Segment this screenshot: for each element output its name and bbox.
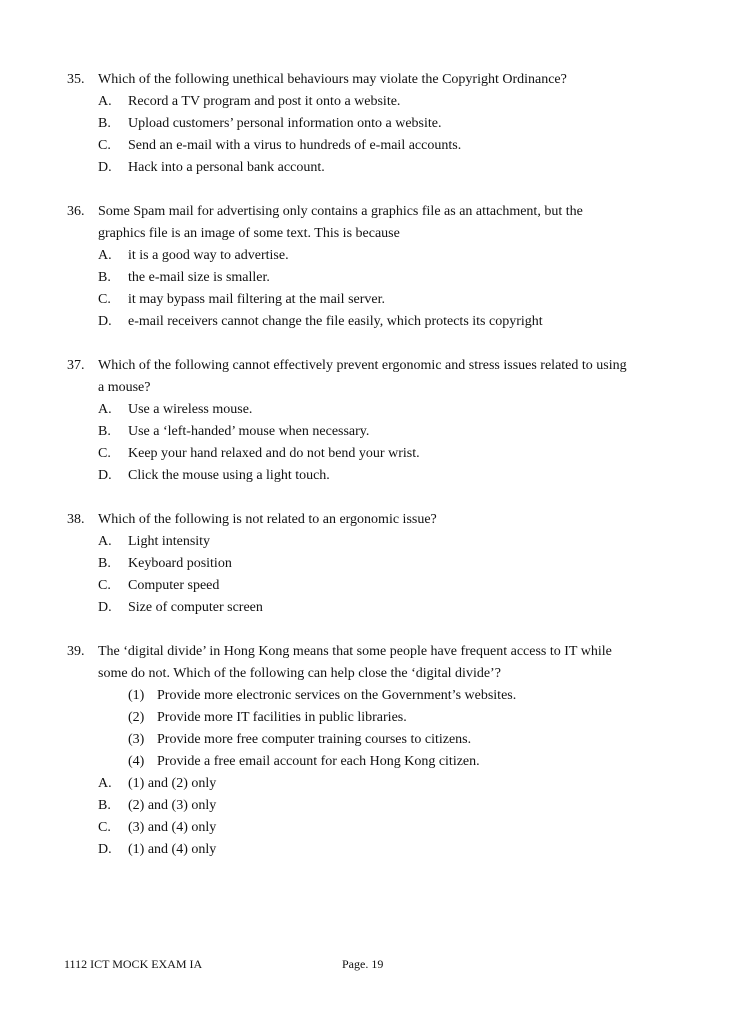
option-text: Light intensity <box>128 534 211 549</box>
question-number: 38. <box>67 512 85 527</box>
answer-option <box>67 597 687 619</box>
option-text: it may bypass mail filtering at the mail server. <box>128 292 385 307</box>
option-text: Size of computer screen <box>128 600 263 615</box>
answer-option <box>67 443 687 465</box>
option-text: (2) and (3) only <box>128 798 217 813</box>
question-number: 39. <box>67 644 85 659</box>
option-text: Use a wireless mouse. <box>128 402 253 417</box>
answer-option <box>67 399 687 421</box>
question-text: Which of the following is not related to an ergonomic issue? <box>98 512 437 527</box>
option-text: e-mail receivers cannot change the file easily, which protects its copyright <box>128 314 543 329</box>
answer-option <box>67 795 687 817</box>
question-text: some do not. Which of the following can help close the ‘digital divide’? <box>98 666 501 681</box>
option-text: (1) and (4) only <box>128 842 217 857</box>
question-list <box>67 69 687 883</box>
question-text: Which of the following cannot effectively prevent ergonomic and stress issues related to using <box>98 358 627 373</box>
question-block <box>67 69 687 179</box>
statement-number: (2) <box>128 710 145 725</box>
answer-option <box>67 465 687 487</box>
statement-item <box>67 685 687 707</box>
question-text: graphics file is an image of some text. This is because <box>98 226 400 241</box>
question-number: 35. <box>67 72 85 87</box>
option-text: Send an e-mail with a virus to hundreds of e-mail accounts. <box>128 138 462 153</box>
option-letter: D. <box>98 314 112 329</box>
answer-option <box>67 245 687 267</box>
option-letter: A. <box>98 776 112 791</box>
statement-text: Provide more free computer training courses to citizens. <box>157 732 472 747</box>
option-letter: B. <box>98 798 111 813</box>
question-block <box>67 509 687 619</box>
answer-option <box>67 531 687 553</box>
question-number: 37. <box>67 358 85 373</box>
question-stem-line <box>67 509 687 531</box>
question-stem-line <box>67 201 687 223</box>
answer-option <box>67 421 687 443</box>
option-text: Keyboard position <box>128 556 232 571</box>
answer-option <box>67 113 687 135</box>
option-letter: B. <box>98 556 111 571</box>
question-block <box>67 201 687 333</box>
option-text: it is a good way to advertise. <box>128 248 289 263</box>
answer-option <box>67 289 687 311</box>
option-text: Keep your hand relaxed and do not bend your wrist. <box>128 446 420 461</box>
question-text: Which of the following unethical behaviours may violate the Copyright Ordinance? <box>98 72 567 87</box>
question-text: The ‘digital divide’ in Hong Kong means that some people have frequent access to IT while <box>98 644 612 659</box>
option-text: Hack into a personal bank account. <box>128 160 325 175</box>
statement-number: (3) <box>128 732 145 747</box>
question-stem-line <box>67 223 687 245</box>
option-text: Computer speed <box>128 578 220 593</box>
option-letter: C. <box>98 446 111 461</box>
statement-text: Provide more electronic services on the Government’s websites. <box>157 688 517 703</box>
statement-item <box>67 751 687 773</box>
answer-option <box>67 135 687 157</box>
question-stem-line <box>67 641 687 663</box>
question-stem-line <box>67 69 687 91</box>
answer-option <box>67 575 687 597</box>
answer-option <box>67 839 687 861</box>
exam-title: 1112 ICT MOCK EXAM IA <box>64 957 203 971</box>
option-text: (1) and (2) only <box>128 776 217 791</box>
question-block <box>67 641 687 861</box>
statement-number: (1) <box>128 688 145 703</box>
page-number: Page. 19 <box>342 957 384 971</box>
answer-option <box>67 817 687 839</box>
question-stem-line <box>67 377 687 399</box>
option-text: (3) and (4) only <box>128 820 217 835</box>
option-letter: A. <box>98 94 112 109</box>
statement-text: Provide a free email account for each Hong Kong citizen. <box>157 754 480 769</box>
option-letter: B. <box>98 270 111 285</box>
answer-option <box>67 553 687 575</box>
option-text: Click the mouse using a light touch. <box>128 468 330 483</box>
question-block <box>67 355 687 487</box>
answer-option <box>67 157 687 179</box>
option-text: Record a TV program and post it onto a website. <box>128 94 401 109</box>
option-letter: D. <box>98 160 112 175</box>
option-text: Use a ‘left-handed’ mouse when necessary. <box>128 424 370 439</box>
statement-item <box>67 707 687 729</box>
option-letter: D. <box>98 600 112 615</box>
statement-text: Provide more IT facilities in public libraries. <box>157 710 407 725</box>
statement-number: (4) <box>128 754 145 769</box>
answer-option <box>67 267 687 289</box>
option-letter: D. <box>98 468 112 483</box>
option-letter: B. <box>98 116 111 131</box>
question-stem-line <box>67 663 687 685</box>
option-letter: C. <box>98 820 111 835</box>
option-letter: A. <box>98 402 112 417</box>
option-letter: A. <box>98 534 112 549</box>
answer-option <box>67 773 687 795</box>
option-letter: B. <box>98 424 111 439</box>
question-text: a mouse? <box>98 380 151 395</box>
page-footer <box>64 955 664 973</box>
answer-option <box>67 311 687 333</box>
question-number: 36. <box>67 204 85 219</box>
option-letter: D. <box>98 842 112 857</box>
option-text: the e-mail size is smaller. <box>128 270 270 285</box>
option-letter: C. <box>98 138 111 153</box>
option-text: Upload customers’ personal information onto a website. <box>128 116 442 131</box>
option-letter: C. <box>98 292 111 307</box>
question-stem-line <box>67 355 687 377</box>
option-letter: C. <box>98 578 111 593</box>
option-letter: A. <box>98 248 112 263</box>
statement-item <box>67 729 687 751</box>
question-text: Some Spam mail for advertising only contains a graphics file as an attachment, but the <box>98 204 583 219</box>
answer-option <box>67 91 687 113</box>
